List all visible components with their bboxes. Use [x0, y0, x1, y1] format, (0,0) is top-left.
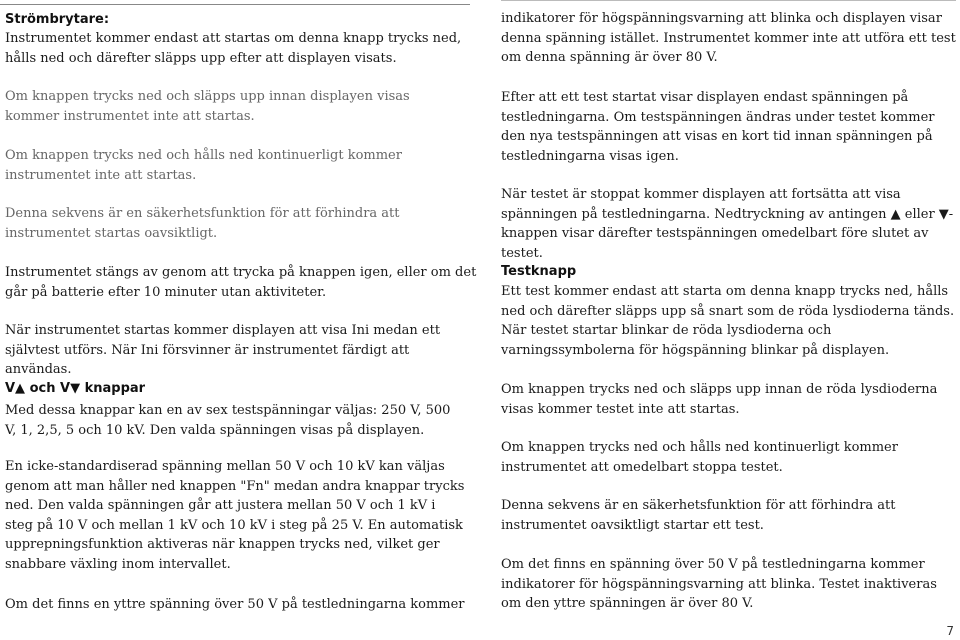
paragraph-test-3: Om knappen trycks ned och hålls ned kontinuerligt kommer instrumentet att omedelbart stoppa testet.	[501, 440, 898, 475]
paragraph-test-2: Om knappen trycks ned och släpps upp innan de röda lysdioderna visas kommer testet inte att startas.	[501, 382, 938, 417]
paragraph-test-1: Ett test kommer endast att starta om denna knapp trycks ned, hålls ned och därefter släpps upp så snart som de röda lysdioderna tänds. När testet startar blinkar de röda lysdioderna och varningssymbolerna för högspänning blinkar på displayen.	[501, 284, 955, 358]
paragraph-test-5: Om det finns en spänning över 50 V på testledningarna kommer indikatorer för högspänningsvarning att blinka. Testet inaktiveras om den yttre spänningen är över 80 V.	[501, 557, 937, 611]
top-rule-left	[0, 4, 470, 5]
heading-voltage-buttons: V▲ och V▼ knappar	[5, 381, 146, 396]
heading-power-switch: Strömbrytare:	[5, 12, 110, 27]
paragraph-buttons-3: Om det finns en yttre spänning över 50 V på testledningarna kommer	[5, 597, 465, 612]
paragraph-power-1: Instrumentet kommer endast att startas om denna knapp trycks ned, hålls ned och därefter släpps upp efter att displayen visats.	[5, 31, 462, 66]
paragraph-buttons-1: Med dessa knappar kan en av sex testspänningar väljas: 250 V, 500 V, 1, 2,5, 5 och 10 kV. Den valda spänningen visas på displayen.	[5, 403, 451, 438]
page-number: 7	[946, 624, 954, 638]
paragraph-power-5: Instrumentet stängs av genom att trycka på knappen igen, eller om det går på batterie efter 10 minuter utan aktiviteter.	[5, 265, 477, 300]
paragraph-buttons-2: En icke-standardiserad spänning mellan 50 V och 10 kV kan väljas genom att man håller ned knappen "Fn" medan andra knappar trycks ned. Den valda spänningen går att justera mellan 50 V och 1 kV i steg på 10 V och mellan 1 kV och 10 kV i steg på 25 V. En automatisk upprepningsfunktion aktiveras när knappen trycks ned, vilket ger snabbare växling inom intervallet.	[5, 459, 465, 572]
paragraph-power-2: Om knappen trycks ned och släpps upp innan displayen visas kommer instrumentet inte att startas.	[5, 89, 410, 124]
paragraph-power-6: När instrumentet startas kommer displayen att visa Ini medan ett självtest utförs. När Ini försvinner är instrumentet färdigt att användas.	[5, 323, 441, 377]
top-rule-right	[501, 0, 956, 1]
heading-test-button: Testknapp	[501, 264, 577, 279]
paragraph-voltage-2: Efter att ett test startat visar displayen endast spänningen på testledningarna. Om testspänningen ändras under testet kommer den nya testspänningen att visas en kort tid innan spänningen på testledningarna visas igen.	[501, 90, 935, 164]
paragraph-voltage-1: indikatorer för högspänningsvarning att blinka och displayen visar denna spänning istället. Instrumentet kommer inte att utföra ett test om denna spänning är över 80 V.	[501, 11, 956, 65]
paragraph-power-4: Denna sekvens är en säkerhetsfunktion för att förhindra att instrumentet startas oavsiktligt.	[5, 206, 400, 241]
paragraph-test-4: Denna sekvens är en säkerhetsfunktion för att förhindra att instrumentet oavsiktligt startar ett test.	[501, 498, 896, 533]
paragraph-voltage-3: När testet är stoppat kommer displayen att fortsätta att visa spänningen på testledningarna. Nedtryckning av antingen ▲ eller ▼-knappen visar därefter testspänningen omedelbart före slutet av testet.	[501, 187, 954, 261]
paragraph-power-3: Om knappen trycks ned och hålls ned kontinuerligt kommer instrumentet inte att startas.	[5, 148, 402, 183]
